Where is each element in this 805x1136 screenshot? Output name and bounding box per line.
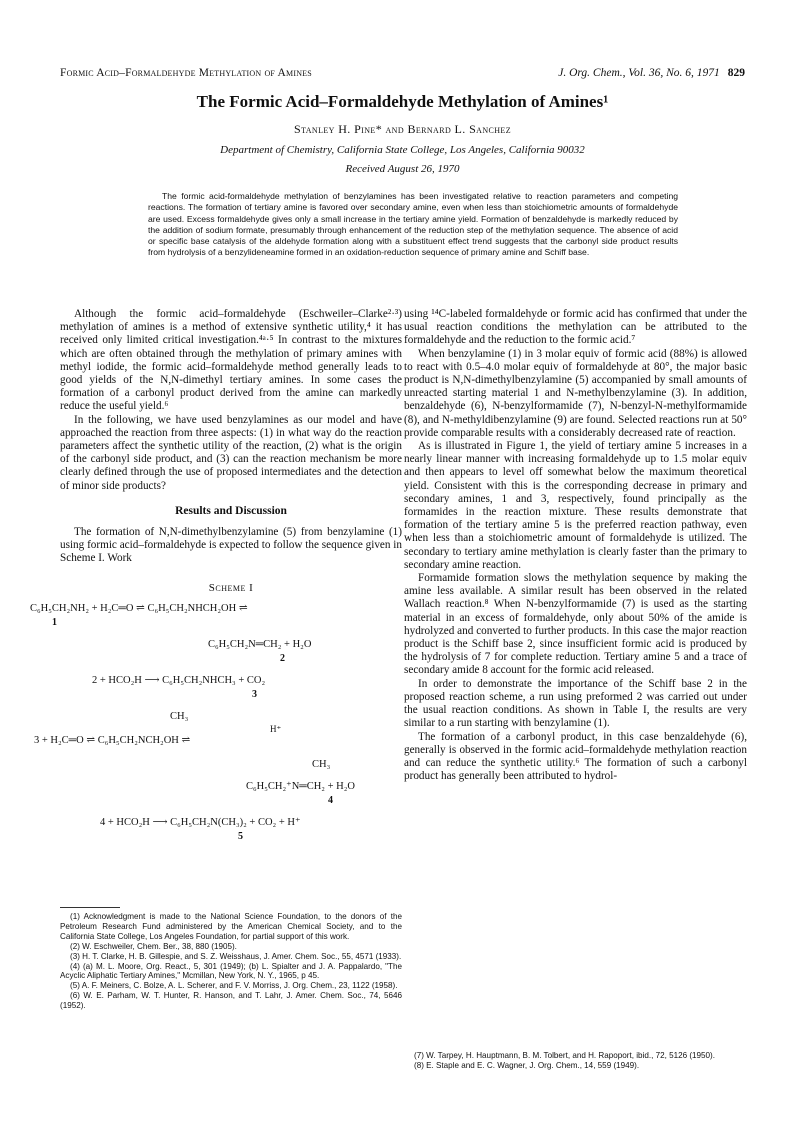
compound-number-1: 1: [52, 616, 57, 628]
scheme-line-4-substituent: CH₃: [170, 710, 189, 722]
footnote: (6) W. E. Parham, W. T. Hunter, R. Hanson, and T. Lahr, J. Amer. Chem. Soc., 74, 5646 (1952).: [60, 991, 402, 1011]
running-head-journal: [558, 67, 745, 79]
scheme-title: Scheme I: [208, 581, 254, 594]
reaction-scheme: [30, 602, 402, 847]
body-paragraph: Formamide formation slows the methylation sequence by making the amine less available. A similar result has been observed in the related Wallach reaction.⁸ When N-benzylformamide (7) is used as the starting material in an excess of formaldehyde, only about 50% of the amide is hydrolyzed and converted to further products. In this case the major reaction product is the Schiff base 2, since insufficient formic acid is produced by the hydrolysis of 7 for complete reduction. Tertiary amine 5 and a trace of secondary amide 8 account for the formic acid released.: [404, 572, 747, 677]
compound-number-2: 2: [280, 652, 285, 664]
scheme-line-4: 3 + H₂C═O ⇌ C₆H₅CH₂NCH₂OH ⇌: [34, 734, 191, 746]
footnote: (1) Acknowledgment is made to the National Science Foundation, to the donors of the Petroleum Research Fund administered by the American Chemical Society, and to the California State College, Los Angeles Foundation, for partial support of this work.: [60, 912, 402, 941]
footnote: (8) E. Staple and E. C. Wagner, J. Org. Chem., 14, 559 (1949).: [414, 1060, 640, 1070]
footnote: (3) H. T. Clarke, H. B. Gillespie, and S. Z. Weisshaus, J. Amer. Chem. Soc., 55, 4571 (1933).: [70, 951, 402, 961]
body-paragraph: As is illustrated in Figure 1, the yield of tertiary amine 5 increases in a nearly linear manner with increasing formaldehyde up to 1.5 molar equiv and then appears to level off somewhat below the maximum theoretical yield. Consistent with this is the corresponding decrease in primary and secondary amines, 1 and 3, respectively, found principally as the formamides in the reaction mixture. These results demonstrate that formation of the tertiary amine 5 is the preferred reaction pathway, even when less than a stoichiometric amount of formaldehyde is utilized. The secondary to tertiary amine methylation is clearly faster than the primary to secondary amine reaction.: [404, 440, 747, 571]
scheme-line-6: 4 + HCO₂H ⟶ C₆H₅CH₂N(CH₃)₂ + CO₂ + H⁺: [100, 816, 301, 828]
running-head: [60, 67, 745, 85]
author-affiliation: Department of Chemistry, California State College, Los Angeles, California 90032: [220, 144, 585, 156]
scheme-line-4-catalyst: H⁺: [270, 723, 282, 734]
footnote-rule: [60, 907, 120, 908]
body-paragraph: The formation of N,N-dimethylbenzylamine (5) from benzylamine (1) using formic acid–formaldehyde is expected to follow the sequence given in Scheme I. Work: [60, 526, 402, 565]
scheme-line-5-substituent: CH₃: [312, 758, 331, 770]
body-paragraph: In order to demonstrate the importance of the Schiff base 2 in the proposed reaction scheme, a run using preformed 2 was carried out under the usual reaction conditions. As shown in Table I, the results are very similar to a run starting with benzylamine (1).: [404, 677, 747, 730]
section-heading: Results and Discussion: [175, 504, 287, 517]
right-footnotes: [404, 1051, 747, 1071]
compound-number-4: 4: [328, 794, 333, 806]
body-paragraph: In the following, we have used benzylamines as our model and have approached the reaction from three aspects: (1) in what way do the reaction parameters affect the synthetic utility of the reaction, (2) what is the origin of the carbonyl side product, and (3) can the reaction mechanism be more clearly defined through the use of proposed intermediates and the detection of minor side products?: [60, 413, 402, 492]
footnote: (2) W. Eschweiler, Chem. Ber., 38, 880 (1905).: [70, 941, 237, 951]
body-paragraph: Although the formic acid–formaldehyde (Eschweiler–Clarke²·³) methylation of amines is a method of extensive synthetic utility,⁴ it has received only limited critical investigation.⁴ᵃ·⁵ In contrast to the mixtures which are often obtained through the methylation of primary amines with methyl iodide, the formic acid–formaldehyde method generally leads to good yields of the N,N-dimethyl tertiary amines. In some cases the formation of a carbonyl product derived from the amine can markedly reduce the useful yield.⁶: [60, 308, 402, 413]
scheme-line-1: C₆H₅CH₂NH₂ + H₂C═O ⇌ C₆H₅CH₂NHCH₂OH ⇌: [30, 602, 248, 614]
body-paragraph: The formation of a carbonyl product, in this case benzaldehyde (6), generally is observed in the formic acid–formaldehyde methylation reaction and can reduce the synthetic utility.⁶ The formation of such a carbonyl product has generally been attributed to hydrol-: [404, 730, 747, 783]
page-number: 829: [727, 67, 745, 79]
journal-citation: J. Org. Chem., Vol. 36, No. 6, 1971: [558, 67, 720, 79]
compound-number-5: 5: [238, 830, 243, 842]
body-paragraph: using ¹⁴C-labeled formaldehyde or formic acid has confirmed that under the usual reaction conditions the methylation can be attributed to the formaldehyde and the reduction to the formic acid.⁷: [404, 308, 747, 347]
right-column: [404, 308, 747, 783]
running-head-title: Formic Acid–Formaldehyde Methylation of Amines: [60, 67, 312, 79]
scheme-line-3: 2 + HCO₂H ⟶ C₆H₅CH₂NHCH₃ + CO₂: [92, 674, 266, 686]
scheme-line-2: C₆H₅CH₂N═CH₂ + H₂O: [208, 638, 312, 650]
left-footnotes: [60, 907, 402, 1011]
left-column: [30, 308, 402, 847]
footnote: (7) W. Tarpey, H. Hauptmann, B. M. Tolbert, and H. Rapoport, ibid., 72, 5126 (1950).: [414, 1051, 715, 1060]
compound-number-3: 3: [252, 688, 257, 700]
article-title: The Formic Acid–Formaldehyde Methylation of Amines¹: [196, 92, 609, 111]
received-date: Received August 26, 1970: [345, 163, 460, 175]
scheme-line-5: C₆H₅CH₂⁺N═CH₂ + H₂O: [246, 780, 355, 792]
footnote: (4) (a) M. L. Moore, Org. React., 5, 301 (1949); (b) L. Spialter and J. A. Pappalardo, "The Acyclic Aliphatic Tertiary Amines," Mcmillan, New York, N. Y., 1965, p 45.: [60, 961, 402, 981]
footnote: (5) A. F. Meiners, C. Bolze, A. L. Scherer, and F. V. Morriss, J. Org. Chem., 23, 1122 (1958).: [70, 981, 398, 991]
body-paragraph: When benzylamine (1) in 3 molar equiv of formic acid (88%) is allowed to react with 0.5–4.0 molar equiv of formaldehyde at 80°, the major basic product is N,N-dimethylbenzylamine (5) accompanied by small amounts of unreacted starting material 1 and N-methylbenzylamine (3). In addition, benzaldehyde (6), N-benzylformamide (7), N-benzyl-N-methylformamide (8), and N-methyldibenzylamine (9) are found. Selected reactions run at 50° provide comparable results with a considerably decreased rate of reaction.: [404, 347, 747, 439]
article-authors: Stanley H. Pine* and Bernard L. Sanchez: [294, 122, 511, 136]
abstract: The formic acid-formaldehyde methylation of benzylamines has been investigated relative to reaction parameters and competing reactions. The formation of tertiary amine is favored over secondary amine, even when less than stoichiometric amounts of formaldehyde are used. Excess formaldehyde gives only a small increase in the tertiary amine yield. Formation of benzaldehyde is markedly reduced by the addition of sodium formate, presumably through enhancement of the reduction step of the methylation sequence. The absence of acid or specific base catalysis of the aldehyde formation along with a substituent effect trend suggests that the carbonyl side product results from hydrolysis of a benzylideneamine formed in an oxidation-reduction sequence of primary amine and Schiff base.: [148, 191, 678, 258]
